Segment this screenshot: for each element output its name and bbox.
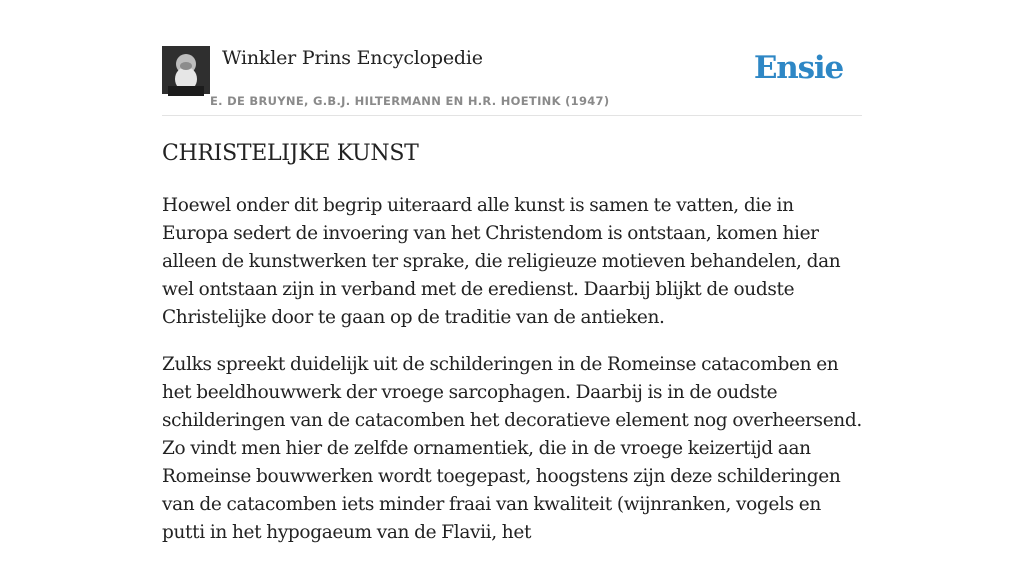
header	[162, 0, 862, 116]
article-body	[162, 192, 862, 566]
publication-title[interactable]: Winkler Prins Encyclopedie	[222, 47, 483, 69]
page	[162, 0, 862, 543]
article-paragraph: Hoewel onder dit begrip uiteraard alle kunst is samen te vatten, die in Europa sedert de invoering van het Christendom is ontstaan, komen hier alleen de kunstwerken ter sprake, die religieuze motieven behandelen, dan wel ontstaan zijn in verband met de eredienst. Daarbij blijkt de oudste Christelijke door te gaan op de traditie van de antieken.	[162, 195, 841, 328]
brand-logo[interactable]: Ensie	[753, 50, 843, 86]
author-avatar	[162, 46, 210, 94]
article-paragraph: Zulks spreekt duidelijk uit de schilderingen in de Romeinse catacomben en het beeldhouwwerk der vroege sarcophagen. Daarbij is in de oudste schilderingen van de catacomben het decoratieve element nog overheersend. Zo vindt men hier de zelfde ornamentiek, die in de vroege keizertijd aan Romeinse bouwwerken wordt toegepast, hoogstens zijn deze schilderingen van de catacomben iets minder fraai van kwaliteit (wijnranken, vogels en putti in het hypogaeum van de Flavii, het	[162, 354, 862, 543]
authors-line: E. DE BRUYNE, G.B.J. HILTERMANN EN H.R. HOETINK (1947)	[210, 94, 610, 108]
portrait-icon	[162, 46, 210, 94]
header-divider	[162, 115, 862, 116]
article-title: CHRISTELIJKE KUNST	[162, 141, 419, 166]
